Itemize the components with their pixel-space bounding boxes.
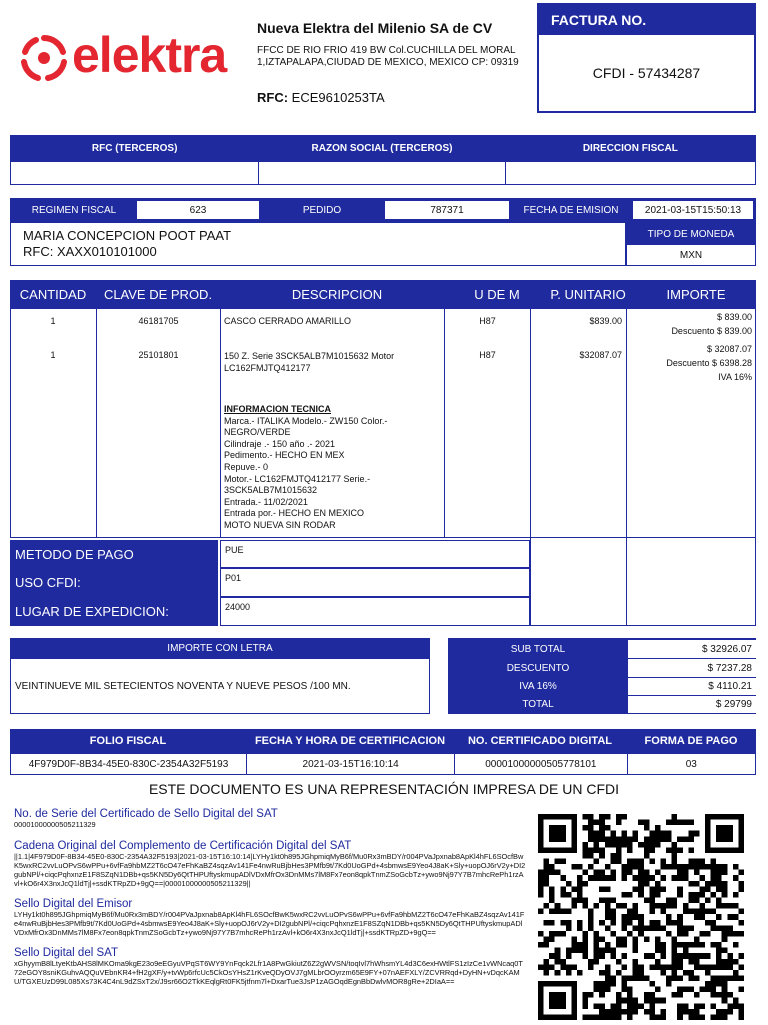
tech-info-line: MOTO NUEVA SIN RODAR xyxy=(224,519,336,530)
cadena-original-text: ||1.1|4F979D0F-8B34-45E0-830C-2354A32F5193|2021-03-15T16:10:14|LYHy1kt0h895JGhpmiqMyB6f/Mu0Rx3mBDY/r004PVaJpxnab8ApKl4hFL6SOcfBwK5wxRC2vvLuOPvS6wPPu+6vfFa9hbMZ2T6cO47eFhKaBZ4sqzAv141Fe4nwRuBjbHes3PMfb9t/7Kd0UoGPd+4sbmwsE9Yeo4J8aK+Sly+uopOJ6rV2y+DI2gubNPl/+ciqcPqhxnzE1F8SZqN1DBb+qs5KN5Dy6QtTHPUftyskmupADlVDxMfrOx3DnMMs7lM8Fx7eon8qpkTnmZSoGcbTz+ywo9Nj97Y7B7mhcRePh1rzAvl+kO6r4X3nxJcQ1ldTj|+ssdKTRpZD+9gQ==|00001000000505211329|| xyxy=(14,852,526,888)
iva-label: IVA 16% xyxy=(519,681,557,692)
fecha-emision-label: FECHA DE EMISION xyxy=(523,204,619,216)
invoice-number: CFDI - 57434287 xyxy=(592,65,701,81)
item-1-importe xyxy=(627,310,755,338)
item-2-iva: IVA 16% xyxy=(718,372,752,382)
qr-code-icon xyxy=(538,814,744,1020)
rfc-terceros-value xyxy=(11,162,259,184)
header-razon-social: RAZON SOCIAL (TERCEROS) xyxy=(311,142,453,154)
tech-info-line: Entrada.- 11/02/2021 xyxy=(224,496,308,507)
item-2-cantidad: 1 xyxy=(50,350,56,360)
representation-title: ESTE DOCUMENTO ES UNA REPRESENTACIÓN IMPRESA DE UN CFDI xyxy=(148,781,620,797)
certificado-digital-value: 00001000000505778101 xyxy=(455,754,627,774)
issuer-rfc-label: RFC: xyxy=(257,90,289,105)
col-divider xyxy=(444,308,445,538)
uso-cfdi-value: P01 xyxy=(220,568,530,597)
item-2-descuento: Descuento $ 6398.28 xyxy=(666,358,752,368)
third-party-values-row xyxy=(10,161,756,185)
issuer-address: FFCC DE RIO FRIO 419 BW Col.CUCHILLA DEL MORAL 1,IZTAPALAPA,CIUDAD DE MEXICO, MEXICO CP: 09319 xyxy=(257,45,519,68)
col-unitario: P. UNITARIO xyxy=(550,286,626,302)
header-certificado-digital: NO. CERTIFICADO DIGITAL xyxy=(467,735,612,747)
certification-header-row xyxy=(10,729,756,753)
sello-sat-title: Sello Digital del SAT xyxy=(14,947,118,959)
header-rfc-terceros: RFC (TERCEROS) xyxy=(91,142,178,154)
importe-letra-value: VEINTINUEVE MIL SETECIENTOS NOVENTA Y NUEVE PESOS /100 MN. xyxy=(10,658,430,714)
tech-info-line: Entrada por.- HECHO EN MEXICO xyxy=(224,508,365,519)
lugar-expedicion-label: LUGAR DE EXPEDICION: xyxy=(10,597,218,626)
total-value: $ 29799 xyxy=(628,696,756,713)
moneda-label: TIPO DE MONEDA xyxy=(627,223,755,245)
col-clave: CLAVE DE PROD. xyxy=(103,286,213,302)
sello-emisor-text: LYHy1kt0h895JGhpmiqMyB6f/Mu0Rx3mBDY/r004PVaJpxnab8ApKl4hFL6SOcfBwK5wxRC2vvLuOPvS6wPPu+6vfFa9hbMZ2T6cO47eFhKaBZ4sqzAv141Fe4nwRuBjbHes3PMfb9t/7Kd0UoGPd+4sbmwsE9Yeo4J8aK+Sly+uopOJ6rV2y+DI2gubNPl/+ciqcPqhxnzE1F8SZqN1DBb+qs5KN5Dy6QtTHPUftyskmupADlVDxMfrOx3DnMMs7lM8Fx7eon8qpkTnmZSoGcbTz+ywo9Nj97Y7B7mhcRePh1rzAvl+kO6r4X3nxJcQ1ldTj|+ssdKTRpZD+9gQ== xyxy=(14,910,525,937)
certification-values-row xyxy=(10,753,756,775)
tech-info-line: 3SCK5ALB7M1015632 xyxy=(224,485,318,496)
tech-info-line: NEGRO/VERDE xyxy=(224,427,291,438)
item-2-descripcion: 150 Z. Serie 3SCK5ALB7M1015632 Motor LC162FMJTQ412177 xyxy=(224,351,395,373)
folio-fiscal-value: 4F979D0F-8B34-45E0-830C-2354A32F5193 xyxy=(11,754,247,774)
tech-info-line: Motor.- LC162FMJTQ412177 Serie.- xyxy=(224,473,371,484)
importe-letra-title: IMPORTE CON LETRA xyxy=(10,638,430,658)
descuento-row xyxy=(448,659,756,677)
issuer-rfc-value: ECE9610253TA xyxy=(291,90,385,105)
iva-row xyxy=(448,678,756,695)
item-1-cantidad: 1 xyxy=(50,316,56,326)
col-divider xyxy=(96,308,97,538)
header-direccion-fiscal: DIRECCION FISCAL xyxy=(582,142,678,154)
sello-emisor-title: Sello Digital del Emisor xyxy=(14,898,133,910)
item-2-unitario: $32087.07 xyxy=(579,350,622,360)
direccion-fiscal-value xyxy=(506,162,755,184)
col-descripcion: DESCRIPCION xyxy=(291,286,383,302)
col-udm: U DE M xyxy=(474,286,520,302)
tech-info-line: Repuve.- 0 xyxy=(224,461,269,472)
qr-modules xyxy=(538,814,744,1020)
elektra-logo xyxy=(18,27,243,86)
fecha-certificacion-value: 2021-03-15T16:10:14 xyxy=(247,754,455,774)
metodo-pago-value: PUE xyxy=(220,540,530,568)
subtotal-row xyxy=(448,640,756,658)
invoice-title: FACTURA NO. xyxy=(539,5,754,35)
moneda-value: MXN xyxy=(627,245,755,265)
item-2-importe xyxy=(627,342,755,384)
tech-info-title: INFORMACION TECNICA xyxy=(224,404,331,414)
subtotal-label: SUB TOTAL xyxy=(510,643,566,655)
elektra-logo-text: elektra xyxy=(72,27,227,83)
regimen-value: 623 xyxy=(137,201,259,219)
subtotal-value: $ 32926.07 xyxy=(628,640,756,658)
info-row xyxy=(10,198,756,222)
lugar-expedicion-value: 24000 xyxy=(220,597,530,626)
customer-rfc: RFC: XAXX010101000 xyxy=(23,244,157,259)
header-forma-pago: FORMA DE PAGO xyxy=(644,735,738,747)
forma-pago-value: 03 xyxy=(628,754,755,774)
item-1-unitario: $839.00 xyxy=(589,316,622,326)
customer-box xyxy=(10,222,626,266)
elektra-swirl-icon xyxy=(18,32,70,84)
razon-social-value xyxy=(259,162,507,184)
tech-info-line: Marca.- ITALIKA Modelo.- ZW150 Color.- xyxy=(224,415,388,426)
regimen-label: REGIMEN FISCAL xyxy=(31,204,117,216)
col-divider xyxy=(220,308,221,538)
header-folio-fiscal: FOLIO FISCAL xyxy=(89,735,167,747)
moneda-box xyxy=(626,222,756,266)
item-2-clave: 25101801 xyxy=(138,350,179,360)
sat-sections xyxy=(14,808,526,986)
uso-cfdi-label: USO CFDI: xyxy=(10,568,218,597)
iva-value: $ 4110.21 xyxy=(628,678,756,695)
header-fecha-certificacion: FECHA Y HORA DE CERTIFICACION xyxy=(254,735,446,747)
items-header-row xyxy=(10,280,756,308)
tech-info-line: Pedimento.- HECHO EN MEX xyxy=(224,450,345,461)
col-importe: IMPORTE xyxy=(666,286,726,302)
items-right-extension xyxy=(530,538,756,626)
descuento-label: DESCUENTO xyxy=(506,662,570,674)
total-row xyxy=(448,696,756,713)
item-1-udm: H87 xyxy=(479,316,496,326)
issuer-name: Nueva Elektra del Milenio SA de CV xyxy=(257,20,493,36)
customer-name: MARIA CONCEPCION POOT PAAT xyxy=(23,228,232,243)
tech-info xyxy=(224,404,440,532)
sat-serie-text: 00001000000505211329 xyxy=(14,820,96,829)
item-1-clave: 46181705 xyxy=(138,316,179,326)
item-2-udm: H87 xyxy=(479,350,496,360)
col-cantidad: CANTIDAD xyxy=(19,286,87,302)
item-2-importe-amount: $ 32087.07 xyxy=(706,344,752,354)
cadena-original-title: Cadena Original del Complemento de Certificación Digital del SAT xyxy=(14,840,352,852)
pedido-label: PEDIDO xyxy=(302,204,342,216)
item-1-importe-amount: $ 839.00 xyxy=(716,312,752,322)
third-party-header-row xyxy=(10,135,756,161)
total-label: TOTAL xyxy=(522,699,554,710)
pedido-value: 787371 xyxy=(385,201,509,219)
tech-info-line: Cilindraje .- 150 año .- 2021 xyxy=(224,438,336,449)
metodo-pago-label: METODO DE PAGO xyxy=(10,540,218,568)
item-1-descuento: Descuento $ 839.00 xyxy=(671,326,752,336)
item-1-descripcion: CASCO CERRADO AMARILLO xyxy=(224,316,352,326)
fecha-emision-value: 2021-03-15T15:50:13 xyxy=(633,201,753,219)
invoice-number-box xyxy=(537,3,756,113)
sat-serie-title: No. de Serie del Certificado de Sello Digital del SAT xyxy=(14,808,278,820)
qr-code xyxy=(538,814,744,1020)
issuer-rfc xyxy=(257,90,385,105)
sello-sat-text: xGhyymB8lLtyeKtbAHS8lMKOma9kgE23o9eEGyuVPqST6WY9YnFqck2Lfr1A8PwGkiutZ6Z2gWVSN/toqIvl7hWhsmYL4d3C6exHWtlFS1zIzCe1vWNcaq0T72eGOY8sniKGuhvAQQuVEbnKR4+fH2gXF/y+tvWp6rfcUc5CkOsYHsZ1rKveQDyOVJ7gMLbrOOyrzm65E9FY+07nAEFXLY/ZCVRRqd+DyHN+vDqcKAMU/TGXEUzD99L085Xs73K4C4nL9dZSxT2x/J9sr66O2TkKEqlgRt0FK5jtfnm7l+DxarTue3JsP1zAGOqdEgnBbDwlvMOR8gRe+2DIaA== xyxy=(14,959,523,986)
descuento-value: $ 7237.28 xyxy=(628,659,756,677)
